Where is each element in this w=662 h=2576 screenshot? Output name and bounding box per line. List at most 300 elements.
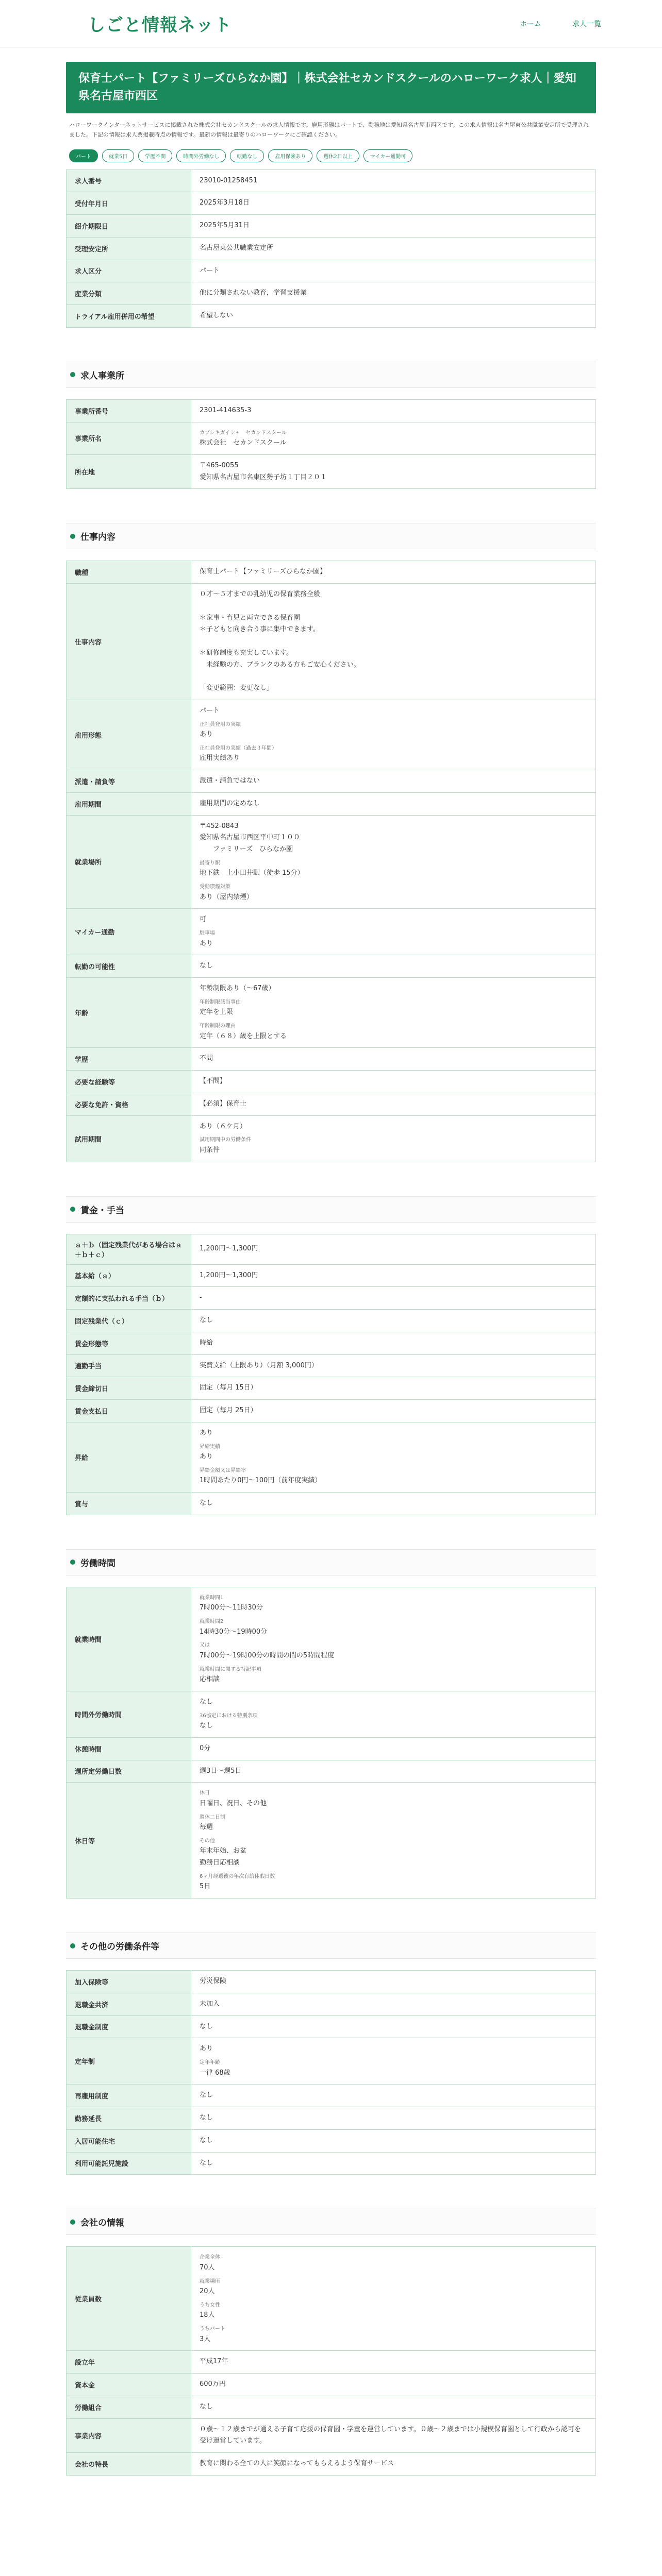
row-value	[191, 1048, 596, 1071]
section-title: 求人事業所	[80, 370, 124, 381]
row-value	[191, 399, 596, 422]
row-value	[191, 422, 596, 454]
row-value	[191, 2038, 596, 2084]
row-label: 定額的に支払われる手当（ｂ）	[67, 1287, 191, 1310]
row-label: 紹介期限日	[67, 215, 191, 238]
nav-job-list-link[interactable]: 求人一覧	[572, 20, 601, 28]
wage-table	[66, 1234, 596, 1515]
table-row	[67, 1760, 596, 1783]
field-value: 名古屋東公共職業安定所	[200, 244, 274, 252]
row-value	[191, 1264, 596, 1287]
field-value: 日曜日、祝日、その他	[200, 1799, 267, 1807]
field-caption: 駐車場	[200, 930, 215, 937]
table-row	[67, 1310, 596, 1332]
row-value	[191, 1234, 596, 1264]
value-block	[200, 705, 587, 717]
field-value: パート	[200, 266, 220, 275]
row-label: 休日等	[67, 1783, 191, 1899]
field-value: あり	[200, 731, 213, 739]
value-block	[200, 1813, 587, 1834]
row-label: 定年制	[67, 2038, 191, 2084]
value-block	[200, 1665, 587, 1686]
value-block	[200, 1136, 587, 1156]
table-row	[67, 237, 596, 260]
field-caption: 年齢制限の理由	[200, 1023, 236, 1029]
row-label: 昇給	[67, 1422, 191, 1492]
row-label: 受付年月日	[67, 192, 191, 215]
value-block	[200, 1121, 587, 1133]
field-value: 7時00分〜11時30分	[200, 1604, 263, 1612]
main-content	[66, 47, 596, 2476]
table-row	[67, 1377, 596, 1400]
row-label: 退職金制度	[67, 2015, 191, 2038]
row-label: 派遣・請負等	[67, 770, 191, 793]
row-label: 設立年	[67, 2351, 191, 2374]
bullet-icon	[70, 1560, 75, 1565]
table-row	[67, 2247, 596, 2351]
row-label: 職種	[67, 561, 191, 584]
field-value: 一律 68歳	[200, 2069, 230, 2077]
feature-tag: マイカー通勤可	[363, 149, 413, 162]
field-value: 5日	[200, 1883, 211, 1891]
field-value: 希望しない	[200, 312, 234, 320]
field-value: 同条件	[200, 1146, 220, 1154]
field-value: 7時00分〜19時00分の時間の間の5時間程度	[200, 1651, 335, 1659]
field-value: 定年を上限	[200, 1008, 234, 1016]
row-value	[191, 1400, 596, 1422]
section-title: 労働時間	[80, 1558, 115, 1569]
section-header	[66, 1933, 596, 1959]
field-value: ０歳～１２歳までが通える子育て応援の保育園・学童を運営しています。０歳～２歳までは小規模保育園として行政から認可を受け運営しています。	[200, 2425, 581, 2445]
field-value: なし	[200, 2136, 213, 2144]
value-block	[200, 1594, 587, 1614]
row-label: 入居可能住宅	[67, 2129, 191, 2152]
bullet-icon	[70, 534, 75, 539]
value-block	[200, 2058, 587, 2079]
field-caption: 昇給金額又は昇給率	[200, 1467, 246, 1473]
feature-tag: 就業5日	[102, 149, 134, 162]
bullet-icon	[70, 2219, 75, 2225]
field-value: 固定（毎月 25日）	[200, 1406, 257, 1415]
table-row	[67, 2418, 596, 2453]
field-caption: 週休二日制	[200, 1814, 225, 1820]
section-wage	[66, 1196, 596, 1515]
row-label: 産業分類	[67, 282, 191, 305]
field-value: なし	[200, 2022, 213, 2030]
value-block	[200, 744, 587, 765]
table-row	[67, 1400, 596, 1422]
row-label: 就業時間	[67, 1587, 191, 1691]
value-block	[200, 1837, 587, 1869]
row-value	[191, 1737, 596, 1760]
table-row	[67, 1422, 596, 1492]
field-value: 時給	[200, 1338, 213, 1347]
row-value	[191, 2084, 596, 2107]
row-label: 従業員数	[67, 2247, 191, 2351]
table-row	[67, 454, 596, 489]
field-caption: 又は	[200, 1642, 210, 1649]
row-value	[191, 1691, 596, 1737]
table-row	[67, 2396, 596, 2418]
row-label: トライアル雇用併用の希望	[67, 305, 191, 328]
table-row	[67, 2038, 596, 2084]
field-caption: 就業時間1	[200, 1595, 224, 1601]
table-row	[67, 1071, 596, 1093]
row-label: 求人区分	[67, 260, 191, 282]
table-row	[67, 1093, 596, 1115]
section-header	[66, 523, 596, 549]
row-value	[191, 1354, 596, 1377]
row-label: 転勤の可能性	[67, 955, 191, 978]
row-label: 仕事内容	[67, 584, 191, 700]
value-block	[200, 1443, 587, 1463]
row-value	[191, 815, 596, 909]
table-row	[67, 422, 596, 454]
section-title: 賃金・手当	[80, 1205, 124, 1216]
table-row	[67, 2084, 596, 2107]
value-block	[200, 1697, 587, 1708]
field-value: 23010-01258451	[200, 176, 258, 184]
bullet-icon	[70, 1207, 75, 1212]
value-block	[200, 1711, 587, 1732]
field-value: 平成17年	[200, 2358, 228, 2366]
table-row	[67, 1115, 596, 1162]
feature-tags	[69, 149, 593, 162]
section-header	[66, 2209, 596, 2235]
row-label: 退職金共済	[67, 1993, 191, 2015]
row-label: 試用期間	[67, 1115, 191, 1162]
row-value	[191, 1310, 596, 1332]
row-value	[191, 2129, 596, 2152]
field-value: パート	[200, 706, 220, 715]
table-row	[67, 1993, 596, 2015]
intro-text: ハローワークインターネットサービスに掲載された株式会社セカンドスクールの求人情報です。雇用形態はパートで、勤務地は愛知県名古屋市西区です。この求人情報は名古屋東公共職業安定所で受理されました。下記の情報は求人票掲載時点の情報です。最新の情報は最寄りのハローワークにご確認ください。	[69, 122, 589, 138]
field-value: 2025年5月31日	[200, 222, 250, 230]
row-value	[191, 2152, 596, 2175]
row-value	[191, 260, 596, 282]
field-caption: 試用期間中の労働条件	[200, 1137, 251, 1143]
field-caption: 定年年齢	[200, 2060, 220, 2066]
row-label: 必要な免許・資格	[67, 1093, 191, 1115]
table-row	[67, 305, 596, 328]
row-value	[191, 1332, 596, 1354]
employer-table	[66, 399, 596, 489]
top-nav	[520, 19, 601, 29]
row-value	[191, 2107, 596, 2130]
table-row	[67, 215, 596, 238]
section-title: 会社の情報	[80, 2218, 124, 2229]
field-value: 毎週	[200, 1823, 213, 1832]
table-row	[67, 1354, 596, 1377]
row-value	[191, 561, 596, 584]
row-label: 休憩時間	[67, 1737, 191, 1760]
field-caption: 企業全体	[200, 2255, 220, 2261]
table-row	[67, 561, 596, 584]
section-title: 仕事内容	[80, 532, 115, 543]
table-row	[67, 1971, 596, 1993]
row-value	[191, 1115, 596, 1162]
field-value: 3人	[200, 2335, 211, 2343]
row-value	[191, 237, 596, 260]
value-block	[200, 1466, 587, 1487]
field-value: 固定（毎月 15日）	[200, 1384, 257, 1392]
feature-tag: 週休2日以上	[317, 149, 359, 162]
table-row	[67, 2374, 596, 2396]
row-label: 受理安定所	[67, 237, 191, 260]
field-value: なし	[200, 1499, 213, 1507]
row-value	[191, 1587, 596, 1691]
field-value: 1時間あたり0円〜100円（前年度実績）	[200, 1477, 322, 1485]
value-block	[200, 720, 587, 741]
row-label: 加入保険等	[67, 1971, 191, 1993]
feature-tag: 時間外労働なし	[176, 149, 226, 162]
row-label: ａ＋ｂ（固定残業代がある場合はａ＋ｂ＋ｃ）	[67, 1234, 191, 1264]
section-header	[66, 1549, 596, 1575]
table-row	[67, 1783, 596, 1899]
field-value: 他に分類されない教育，学習支援業	[200, 289, 307, 297]
row-value	[191, 215, 596, 238]
field-value: 【不問】	[200, 1077, 227, 1086]
job-title: 保育士パート【ファミリーズひらなか園】｜株式会社セカンドスクールのハローワーク求人｜愛知県名古屋市西区	[66, 62, 596, 113]
row-value	[191, 1287, 596, 1310]
field-caption: 休日	[200, 1790, 210, 1797]
value-block	[200, 914, 587, 926]
field-value: 雇用期間の定めなし	[200, 799, 260, 807]
field-value: 0分	[200, 1744, 211, 1752]
section-hours	[66, 1549, 596, 1899]
row-value	[191, 1071, 596, 1093]
table-row	[67, 1493, 596, 1515]
section-header	[66, 362, 596, 388]
nav-home-link[interactable]: ホーム	[520, 20, 541, 28]
row-label: 賃金締切日	[67, 1377, 191, 1400]
field-caption: 36協定における特別条項	[200, 1713, 258, 1719]
field-value: 労災保険	[200, 1977, 227, 1986]
field-caption: 正社員登用の実績	[200, 721, 241, 727]
hours-table	[66, 1587, 596, 1899]
row-label: 学歴	[67, 1048, 191, 1071]
value-block	[200, 2277, 587, 2298]
row-value	[191, 305, 596, 328]
row-label: 賃金形態等	[67, 1332, 191, 1354]
table-row	[67, 792, 596, 815]
section-company	[66, 2209, 596, 2476]
row-label: 賃金支払日	[67, 1400, 191, 1422]
field-value: 2301-414635-3	[200, 406, 252, 414]
field-value: なし	[200, 2091, 213, 2099]
table-row	[67, 1234, 596, 1264]
value-block	[200, 983, 587, 995]
row-value	[191, 2351, 596, 2374]
value-block	[200, 2253, 587, 2274]
field-value: 可	[200, 916, 207, 924]
value-block	[200, 859, 587, 879]
value-block	[200, 1789, 587, 1809]
field-value: 20人	[200, 2287, 215, 2296]
table-row	[67, 700, 596, 770]
field-value: 〒452-0843 愛知県名古屋市西区平中町１００ ファミリーズ ひらなか園	[200, 822, 301, 854]
field-value: あり	[200, 939, 213, 947]
field-value: 未加入	[200, 1999, 220, 2008]
row-label: 雇用期間	[67, 792, 191, 815]
feature-tag: 雇用保険あり	[268, 149, 312, 162]
table-row	[67, 192, 596, 215]
field-value: -	[200, 1294, 202, 1302]
row-value	[191, 454, 596, 489]
field-value: なし	[200, 1316, 213, 1325]
table-row	[67, 1737, 596, 1760]
value-block	[200, 1617, 587, 1638]
field-value: あり（屋内禁煙）	[200, 893, 254, 901]
other-table	[66, 1970, 596, 2175]
value-block	[200, 1428, 587, 1439]
feature-tag: 学歴不問	[138, 149, 172, 162]
row-label: 再雇用制度	[67, 2084, 191, 2107]
value-block	[200, 2325, 587, 2345]
row-label: 資本金	[67, 2374, 191, 2396]
field-value: 不問	[200, 1055, 213, 1063]
field-caption: うちパート	[200, 2326, 225, 2332]
field-caption: 正社員登用の実績（過去３年間）	[200, 745, 277, 751]
summary-table	[66, 170, 596, 328]
value-block	[200, 929, 587, 950]
row-value	[191, 792, 596, 815]
table-row	[67, 399, 596, 422]
feature-tag: パート	[69, 149, 98, 162]
table-row	[67, 282, 596, 305]
field-caption: 就業時間に関する特記事項	[200, 1666, 261, 1672]
field-value: 〒465-0055 愛知県名古屋市名東区勢子坊１丁目２０１	[200, 461, 327, 481]
bullet-icon	[70, 372, 75, 377]
table-row	[67, 770, 596, 793]
row-label: 事業内容	[67, 2418, 191, 2453]
field-value: 70人	[200, 2263, 215, 2272]
table-row	[67, 1048, 596, 1071]
table-row	[67, 170, 596, 192]
row-value	[191, 2418, 596, 2453]
field-value: あり	[200, 1429, 213, 1437]
section-title: その他の労働条件等	[80, 1942, 159, 1953]
table-row	[67, 815, 596, 909]
row-label: 通勤手当	[67, 1354, 191, 1377]
field-value: ０才～５才までの乳幼児の保育業務全般 ＊家事・育児と両立できる保育園 ＊子どもと向き合う事に集中できます。 ＊研修制度も充実しています。 未経験の方、ブランクのある方もご安心ください。 「変更範囲：変更なし」	[200, 590, 360, 692]
table-row	[67, 2152, 596, 2175]
row-value	[191, 2374, 596, 2396]
field-value: あり	[200, 1453, 213, 1461]
table-row	[67, 2015, 596, 2038]
field-value: 1,200円〜1,300円	[200, 1271, 258, 1279]
row-value	[191, 192, 596, 215]
row-label: 事業所名	[67, 422, 191, 454]
value-block	[200, 883, 587, 903]
row-label: 賞与	[67, 1493, 191, 1515]
section-other	[66, 1933, 596, 2175]
row-value	[191, 1971, 596, 1993]
value-block	[200, 1872, 587, 1893]
row-label: 年齢	[67, 978, 191, 1048]
table-row	[67, 978, 596, 1048]
row-value	[191, 2396, 596, 2418]
feature-tag: 転勤なし	[230, 149, 264, 162]
value-block	[200, 821, 587, 856]
value-block	[200, 2043, 587, 2055]
row-value	[191, 1422, 596, 1492]
field-value: 2025年3月18日	[200, 199, 250, 207]
field-caption: うち女性	[200, 2302, 220, 2308]
row-label: 就業場所	[67, 815, 191, 909]
row-label: 週所定労働日数	[67, 1760, 191, 1783]
field-value: 600万円	[200, 2380, 226, 2388]
field-value: 教育に関わる全ての人に笑顔になってもらえるよう保育サービス	[200, 2460, 394, 2468]
table-row	[67, 1287, 596, 1310]
value-block	[200, 2301, 587, 2321]
field-value: なし	[200, 962, 213, 970]
field-value: なし	[200, 2114, 213, 2122]
company-table	[66, 2246, 596, 2476]
field-value: なし	[200, 1722, 213, 1730]
row-value	[191, 2453, 596, 2476]
field-value: 派遣・請負ではない	[200, 777, 260, 785]
field-caption: 受動喫煙対策	[200, 884, 230, 890]
row-value	[191, 1760, 596, 1783]
site-logo[interactable]: しごと情報ネット	[88, 15, 232, 36]
field-caption: 最寄り駅	[200, 860, 220, 866]
value-block	[200, 1641, 587, 1662]
section-header	[66, 1196, 596, 1223]
field-value: 実費支給（上限あり）（月額 3,000円）	[200, 1361, 318, 1369]
field-caption: 就業場所	[200, 2278, 220, 2284]
row-value	[191, 282, 596, 305]
row-label: 労働組合	[67, 2396, 191, 2418]
row-label: 利用可能託児施設	[67, 2152, 191, 2175]
field-value: 応相談	[200, 1675, 220, 1684]
field-caption: カブシキガイシャ セカンドスクール	[200, 430, 287, 436]
row-value	[191, 955, 596, 978]
table-row	[67, 1587, 596, 1691]
field-value: あり	[200, 2045, 213, 2053]
row-value	[191, 1093, 596, 1115]
section-employer	[66, 362, 596, 489]
row-label: 固定残業代（ｃ）	[67, 1310, 191, 1332]
row-value	[191, 170, 596, 192]
table-row	[67, 260, 596, 282]
table-row	[67, 2351, 596, 2374]
value-block	[200, 1022, 587, 1042]
row-label: 時間外労働時間	[67, 1691, 191, 1737]
field-value: 地下鉄 上小田井駅（徒歩 15分）	[200, 869, 304, 877]
bullet-icon	[70, 1943, 75, 1948]
table-row	[67, 909, 596, 955]
field-value: 雇用実績あり	[200, 754, 240, 762]
value-block	[200, 998, 587, 1019]
row-value	[191, 700, 596, 770]
row-label: マイカー通勤	[67, 909, 191, 955]
table-row	[67, 1332, 596, 1354]
job-table	[66, 561, 596, 1162]
field-value: 年末年始、お盆 勤務日応相談	[200, 1847, 247, 1867]
field-value: なし	[200, 1698, 213, 1706]
field-value: 年齢制限あり（～67歳）	[200, 985, 275, 993]
row-label: 勤務延長	[67, 2107, 191, 2130]
field-caption: その他	[200, 1838, 215, 1844]
row-label: 会社の特長	[67, 2453, 191, 2476]
field-value: 18人	[200, 2311, 215, 2319]
table-row	[67, 2453, 596, 2476]
row-label: 必要な経験等	[67, 1071, 191, 1093]
row-label: 所在地	[67, 454, 191, 489]
row-value	[191, 584, 596, 700]
field-value: 1,200円〜1,300円	[200, 1245, 258, 1253]
